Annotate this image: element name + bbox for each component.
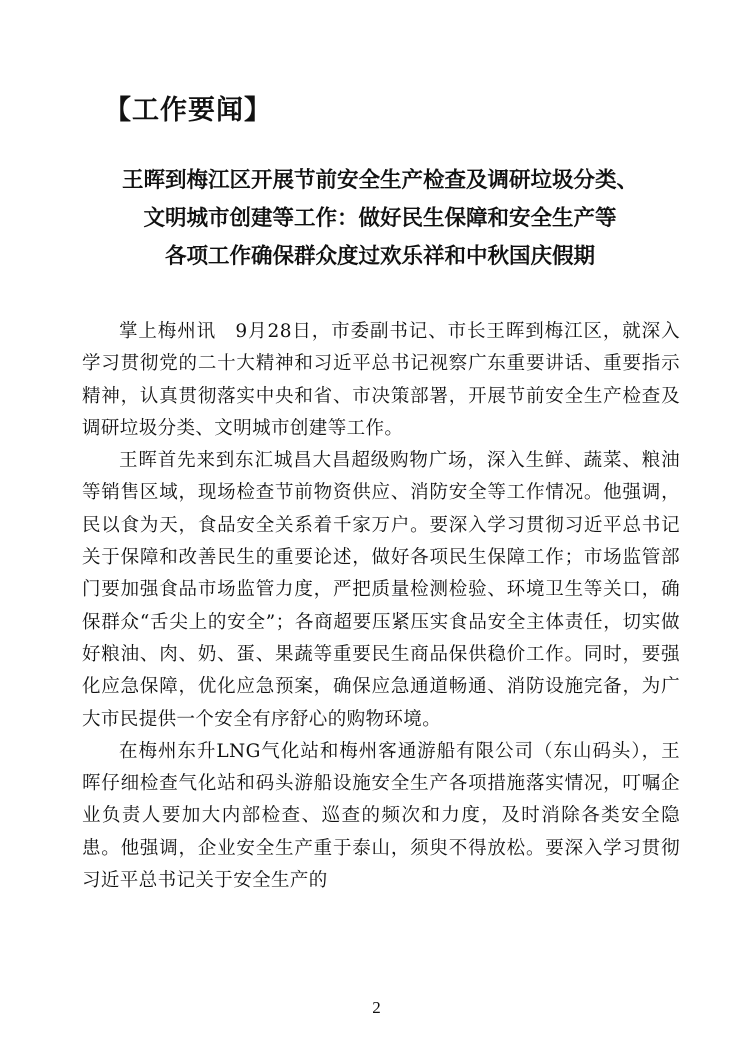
page-number: 2 [372, 998, 381, 1017]
headline-line-2: 文明城市创建等工作：做好民生保障和安全生产等 [143, 206, 617, 231]
paragraph-2: 王晖首先来到东汇城昌大昌超级购物广场，深入生鲜、蔬菜、粮油等销售区域，现场检查节前物资供应、消防安全等工作情况。他强调，民以食为天，食品安全关系着千家万户。要深入学习贯彻习近平总书记关于保障和改善民生的重要论述，做好各项民生保障工作；市场监管部门要加强食品市场监管力度，严把质量检测检验、环境卫生等关口，确保群众“舌尖上的安全”；各商超要压紧压实食品安全主体责任，切实做好粮油、肉、奶、蛋、果蔬等重要民生商品保供稳价工作。同时，要强化应急保障，优化应急预案，确保应急通道畅通、消防设施完备，为广大市民提供一个安全有序舒心的购物环境。 [82, 450, 680, 730]
headline [80, 162, 680, 276]
paragraph-3: 在梅州东升LNG气化站和梅州客通游船有限公司（东山码头），王晖仔细检查气化站和码头游船设施安全生产各项措施落实情况，叮嘱企业负责人要加大内部检查、巡查的频次和力度，及时消除各类安全隐患。他强调，企业安全生产重于泰山，须臾不得放松。要深入学习贯彻习近平总书记关于安全生产的 [82, 740, 680, 892]
headline-line-1: 王晖到梅江区开展节前安全生产检查及调研垃圾分类、 [121, 168, 638, 193]
paragraph-1: 掌上梅州讯 9月28日，市委副书记、市长王晖到梅江区，就深入学习贯彻党的二十大精神和习近平总书记视察广东重要讲话、重要指示精神，认真贯彻落实中央和省、市决策部署，开展节前安全生产检查及调研垃圾分类、文明城市创建等工作。 [82, 321, 680, 439]
section-tag: 【工作要闻】 [104, 95, 272, 126]
headline-line-3: 各项工作确保群众度过欢乐祥和中秋国庆假期 [164, 244, 595, 269]
article-body [82, 316, 680, 897]
